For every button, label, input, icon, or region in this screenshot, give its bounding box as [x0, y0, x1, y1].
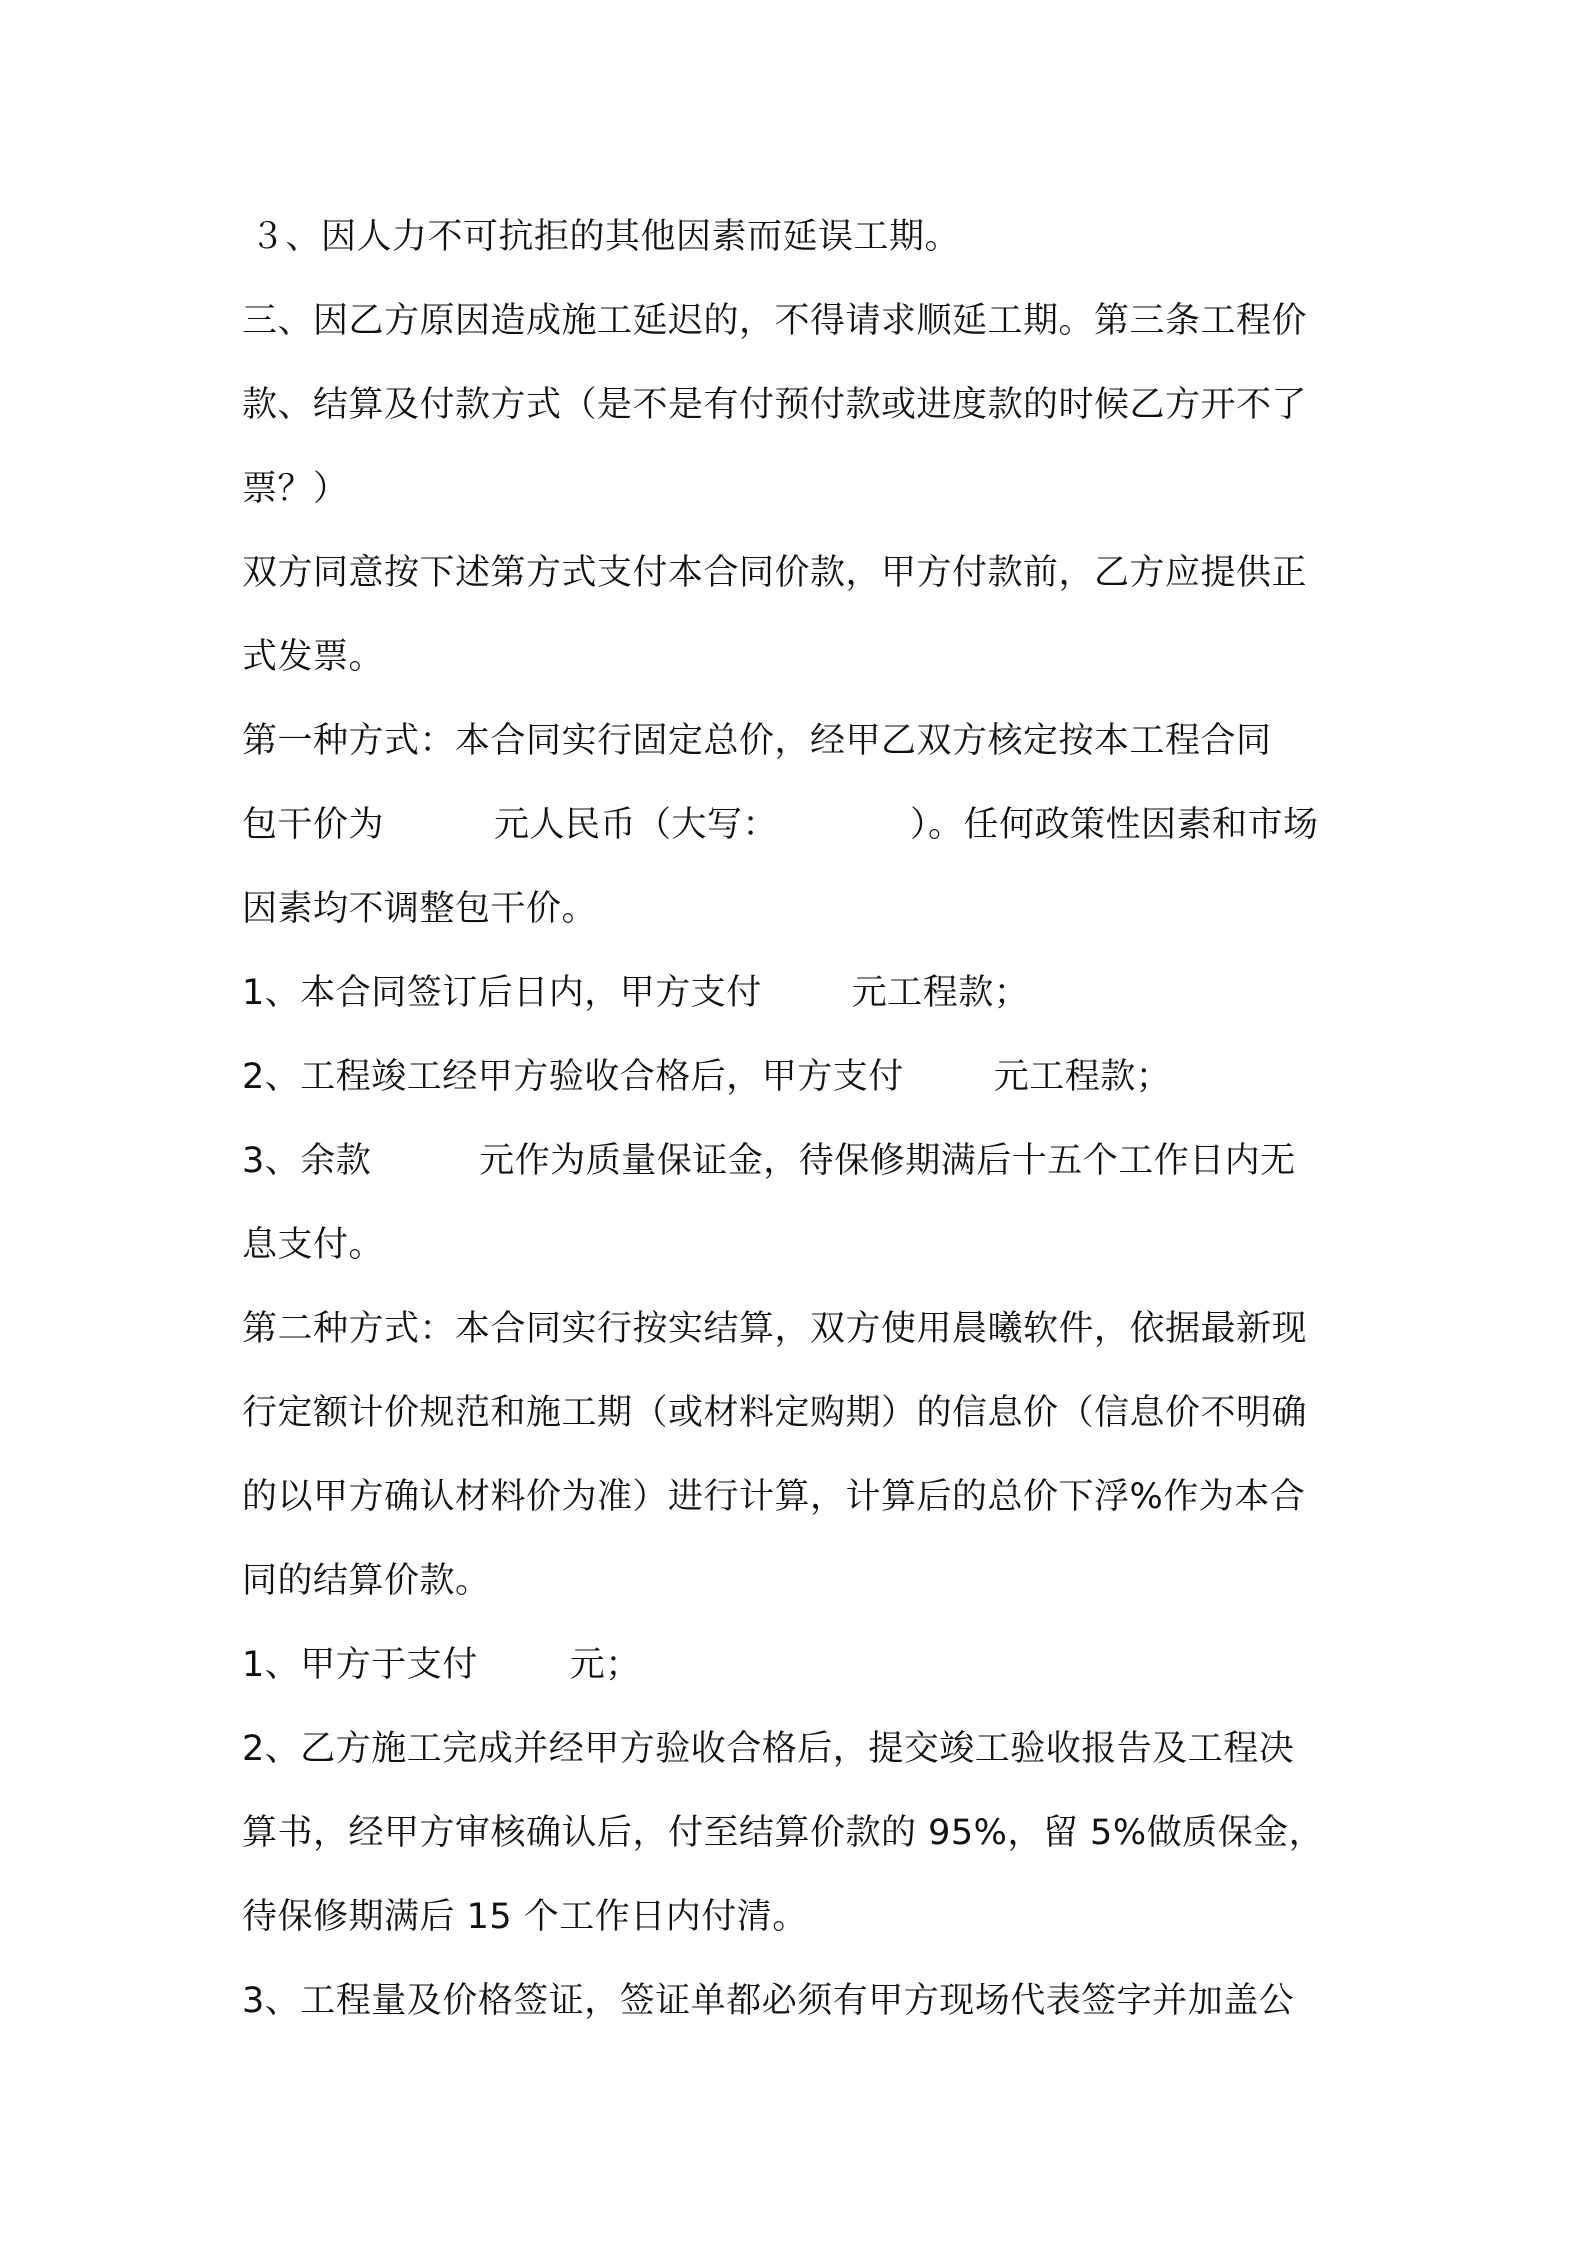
paragraph-line: 同的结算价款。 [242, 1561, 491, 1601]
paragraph-line: 行定额计价规范和施工期（或材料定购期）的信息价（信息价不明确 [242, 1393, 1308, 1433]
paragraph-line: 息支付。 [242, 1225, 385, 1265]
paragraph-line: 票？） [242, 469, 349, 509]
paragraph-line [242, 1119, 1362, 1203]
paragraph-line [242, 783, 1362, 867]
text-segment: 元； [569, 1645, 641, 1685]
paragraph-line: 2、乙方施工完成并经甲方验收合格后，提交竣工验收报告及工程决 [242, 1729, 1295, 1769]
text-segment: 元工程款； [993, 1057, 1172, 1097]
paragraph-line: 因素均不调整包干价。 [242, 889, 598, 929]
text-segment: 2、工程竣工经甲方验收合格后，甲方支付 [242, 1057, 904, 1097]
paragraph-line: 式发票。 [242, 637, 385, 677]
text-segment: 3、余款 [242, 1141, 372, 1181]
text-segment: 元人民币（大写： [494, 805, 779, 845]
paragraph-line [242, 951, 1362, 1035]
paragraph-line: 3、工程量及价格签证，签证单都必须有甲方现场代表签字并加盖公 [242, 1981, 1295, 2021]
paragraph-line: 三、因乙方原因造成施工延迟的，不得请求顺延工期。第三条工程价 [242, 301, 1308, 341]
text-segment: 1、本合同签订后日内，甲方支付 [242, 973, 762, 1013]
paragraph-line [242, 1035, 1362, 1119]
text-segment: 元作为质量保证金，待保修期满后十五个工作日内无 [479, 1141, 1296, 1181]
text-segment: ）。任何政策性因素和市场 [910, 805, 1319, 845]
paragraph-line: ３、因人力不可抗拒的其他因素而延误工期。 [250, 217, 961, 257]
paragraph-line [242, 1623, 1362, 1707]
paragraph-line: 第二种方式：本合同实行按实结算，双方使用晨曦软件，依据最新现 [242, 1309, 1308, 1349]
paragraph-line: 待保修期满后 15 个工作日内付清。 [242, 1897, 808, 1937]
paragraph-line: 的以甲方确认材料价为准）进行计算，计算后的总价下浮%作为本合 [242, 1477, 1306, 1517]
text-segment: 元工程款； [851, 973, 1030, 1013]
document-body [242, 195, 1362, 2043]
paragraph-line: 款、结算及付款方式（是不是有付预付款或进度款的时候乙方开不了 [242, 385, 1308, 425]
paragraph-line: 第一种方式：本合同实行固定总价，经甲乙双方核定按本工程合同 [242, 721, 1272, 761]
paragraph-line: 算书，经甲方审核确认后，付至结算价款的 95%，留 5%做质保金， [242, 1813, 1325, 1853]
text-segment: 1、甲方于支付 [242, 1645, 478, 1685]
paragraph-line: 双方同意按下述第方式支付本合同价款，甲方付款前，乙方应提供正 [242, 553, 1308, 593]
text-segment: 包干价为 [242, 805, 385, 845]
